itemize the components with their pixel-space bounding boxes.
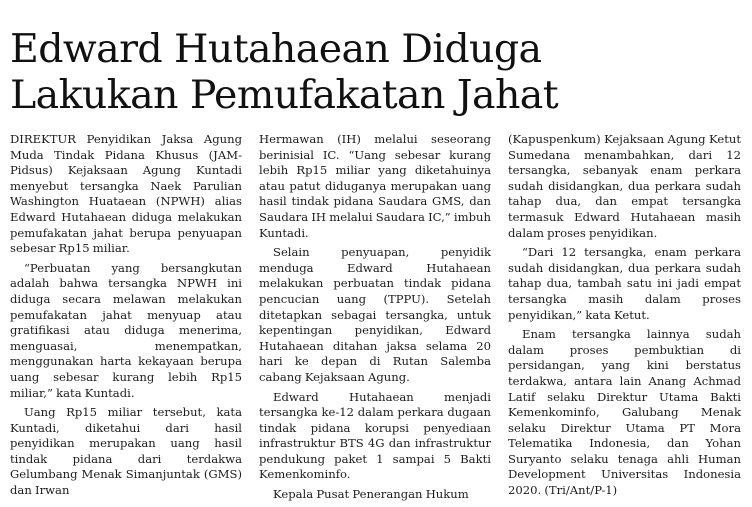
article-paragraph: Uang Rp15 miliar tersebut, kata Kuntadi, diketahui dari hasil penyidikan merupakan uang hasil tindak pidana dari terdakwa Gelumbang Menak Simanjuntak (GMS) dan Irwan: [10, 405, 242, 498]
article-paragraph: “Perbuatan yang bersangkutan adalah bahwa tersangka NPWH ini diduga secara melawan melakukan pemufakatan jahat menyuap atau gratifikasi atau diduga menerima, menguasai, menempatkan, menggunakan harta kekayaan berupa uang sebesar kurang lebih Rp15 miliar,” kata Kuntadi.: [10, 260, 242, 400]
article-paragraph: DIREKTUR Penyidikan Jaksa Agung Muda Tindak Pidana Khusus (JAM-Pidsus) Kejaksaan Agung Kuntadi menyebut tersangka Naek Parulian Washington Huataean (NPWH) alias Edward Hutahaean diduga melakukan pemufakatan jahat berupa penyuapan sebesar Rp15 miliar.: [10, 132, 242, 256]
article-paragraph: (Kapuspenkum) Kejaksaan Agung Ketut Sumedana menambahkan, dari 12 tersangka, sebanyak enam perkara sudah disidangkan, dua perkara sudah tahap dua, dan empat tersangka termasuk Edward Hutahaean masih dalam proses penyidikan.: [508, 132, 741, 240]
article-paragraph: Kepala Pusat Penerangan Hukum: [273, 487, 469, 502]
article-column-1: [10, 132, 242, 503]
article-paragraph: Hermawan (IH) melalui seseorang berinisial IC. “Uang sebesar kurang lebih Rp15 miliar yang diketahuinya atau patut diduganya merupakan uang hasil tindak pidana Saudara GMS, dan Saudara IH melalui Saudara IC,” imbuh Kuntadi.: [259, 132, 491, 240]
article-paragraph: Selain penyuapan, penyidik menduga Edward Hutahaean melakukan perbuatan tindak pidana pencucian uang (TPPU). Setelah ditetapkan sebagai tersangka, untuk kepentingan penyidikan, Edward Hutahaean ditahan jaksa selama 20 hari ke depan di Rutan Salemba cabang Kejaksaan Agung.: [259, 245, 491, 384]
article-paragraph: Enam tersangka lainnya sudah dalam proses pembuktian di persidangan, yang kini berstatus terdakwa, antara lain Anang Achmad Latif selaku Direktur Utama Bakti Kemenkominfo, Galubang Menak selaku Direktur Utama PT Mora Telematika Indonesia, dan Yohan Suryanto selaku tenaga ahli Human Development Universitas Indonesia 2020. (Tri/Ant/P-1): [508, 327, 741, 498]
article-paragraph: “Dari 12 tersangka, enam perkara sudah disidangkan, dua perkara sudah tahap dua, tambah satu ini jadi empat tersangka masih dalam proses penyidikan,” kata Ketut.: [508, 245, 741, 322]
article-column-3: [508, 132, 741, 503]
article-paragraph: Edward Hutahaean menjadi tersangka ke-12 dalam perkara dugaan tindak pidana korupsi penyediaan infrastruktur BTS 4G dan infrastruktur pendukung paket 1 sampai 5 Bakti Kemenkominfo.: [259, 389, 491, 482]
headline-line-1: Edward Hutahaean Diduga: [10, 26, 542, 72]
article-column-2: [259, 132, 491, 507]
article-headline: [10, 26, 742, 118]
headline-line-2: Lakukan Pemufakatan Jahat: [10, 72, 559, 118]
